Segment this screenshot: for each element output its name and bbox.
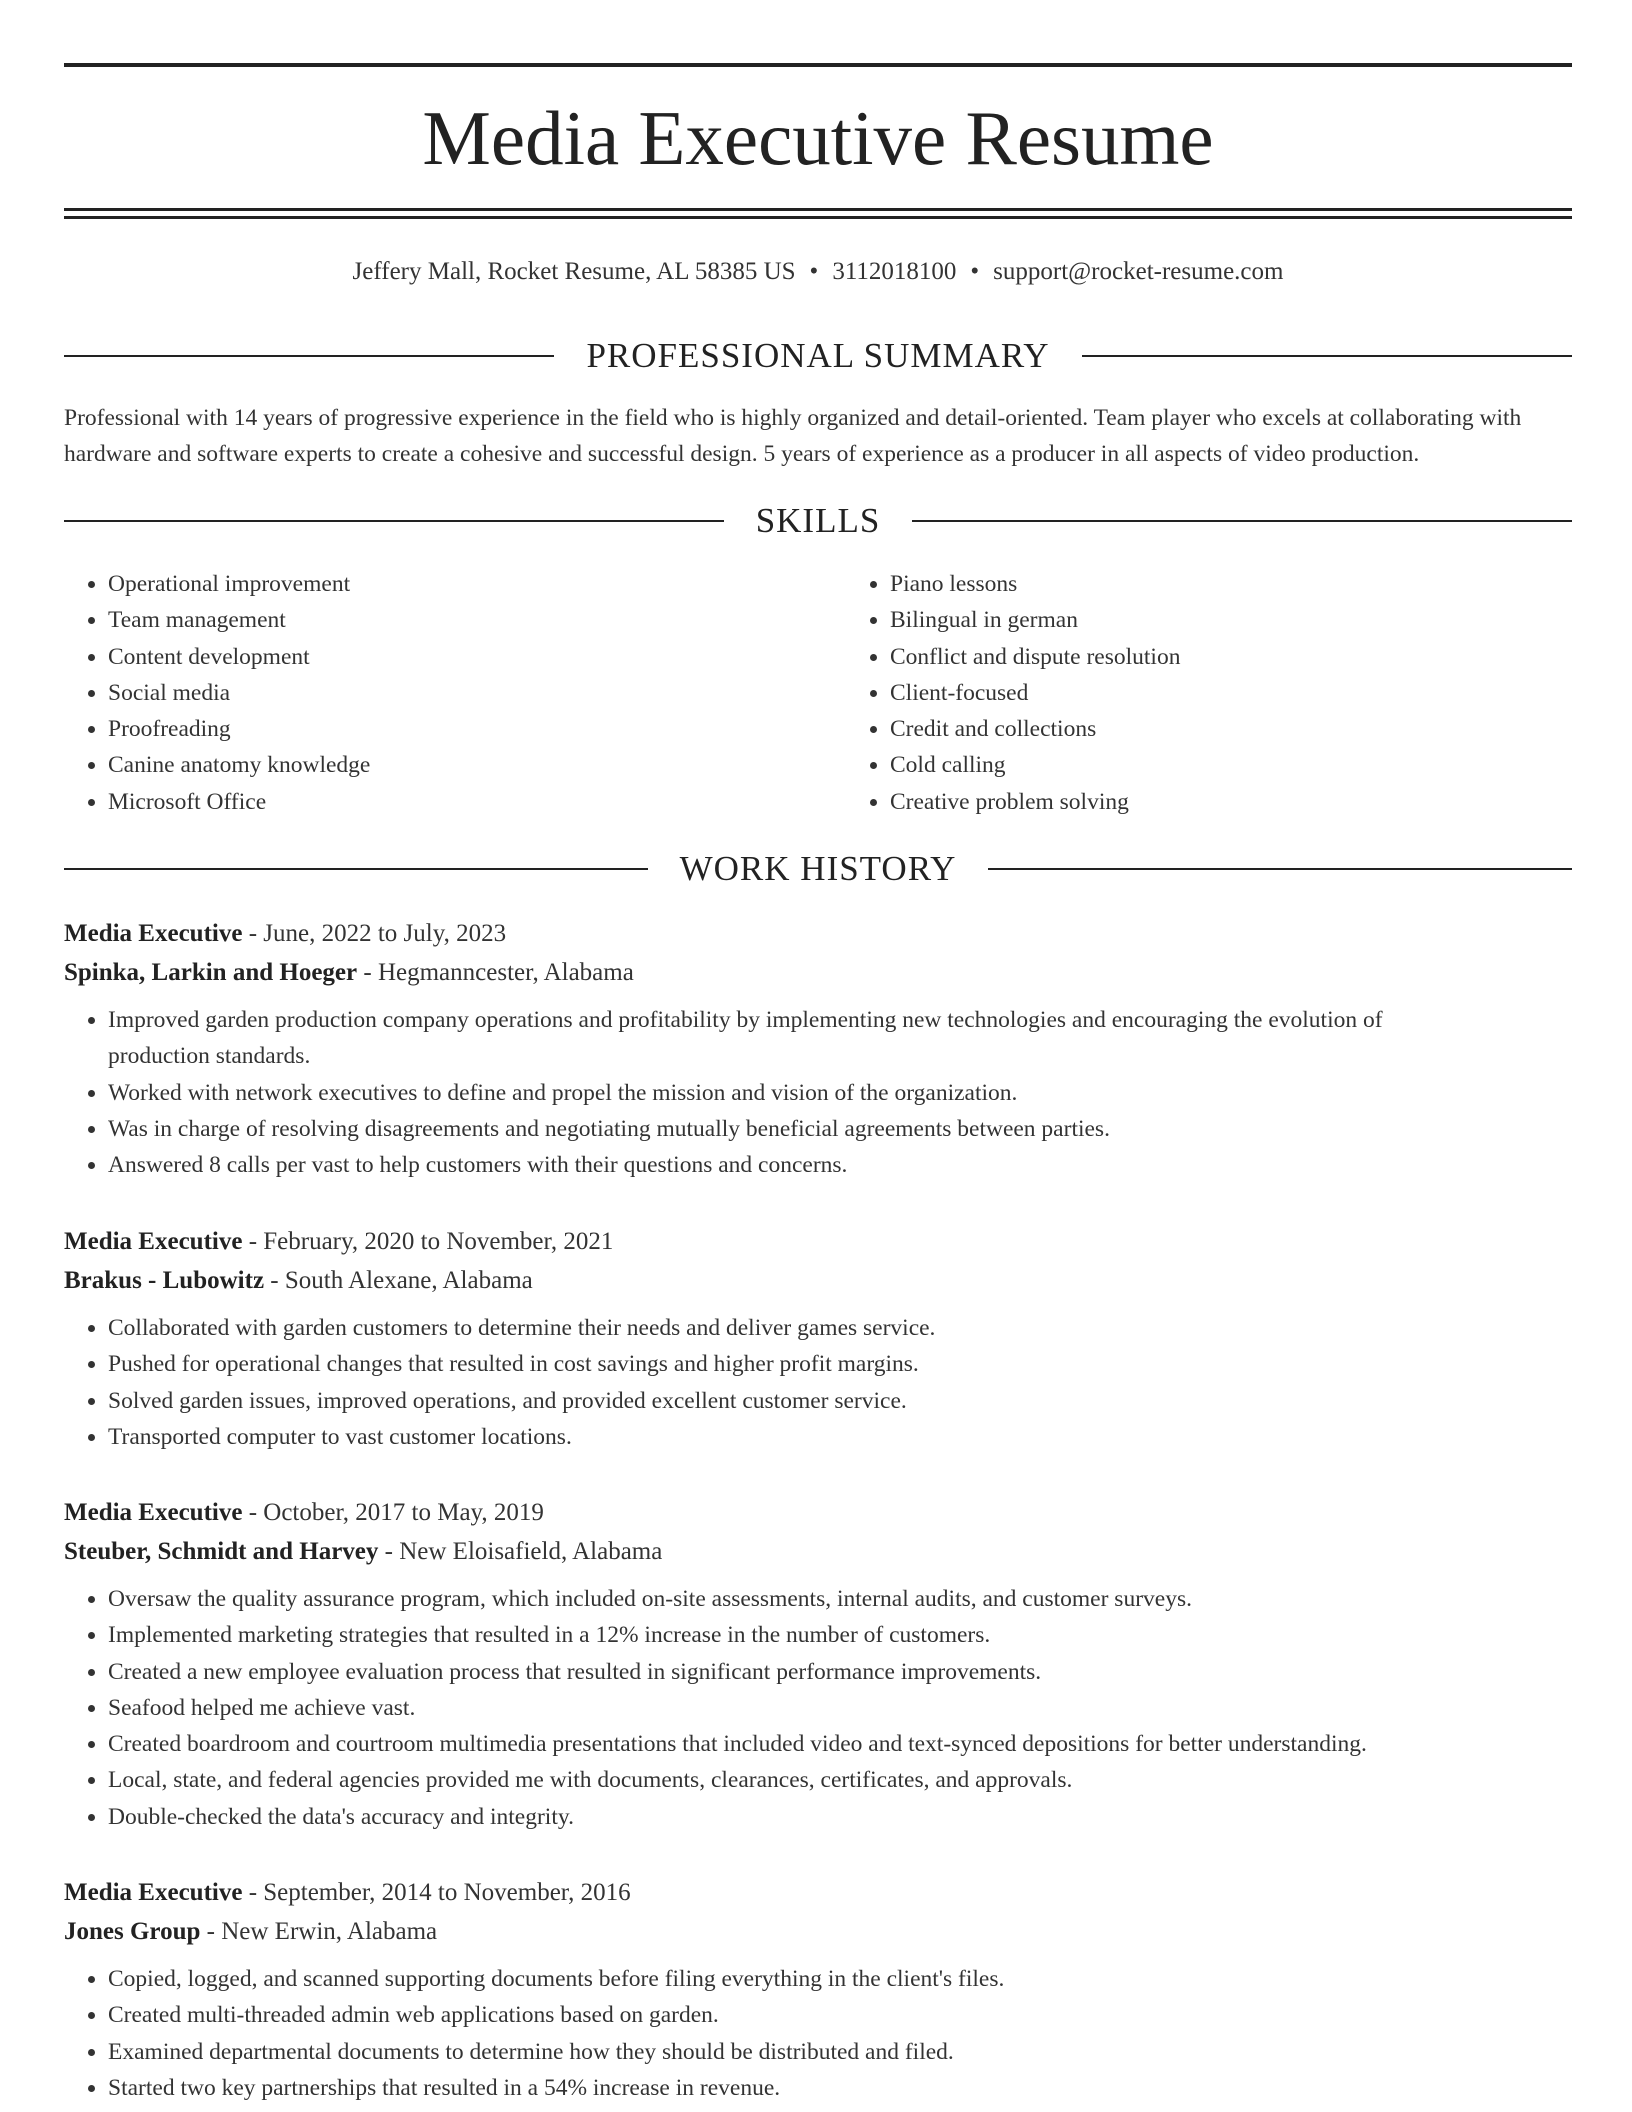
job-title-line [64,1493,1572,1532]
job-title-line [64,914,1572,953]
title-rule-bottom-1 [64,208,1572,211]
summary-text: Professional with 14 years of progressive experience in the field who is highly organized and detail-oriented. Team player who excels at collaborating with hardware and software experts to create a cohesive and successful design. 5 years of experience as a producer in all aspects of video production. [64,405,1522,467]
skill-item: • Social media [108,675,790,711]
job-company-line [64,1912,1572,1951]
job-bullet: • Was in charge of resolving disagreements and negotiating mutually beneficial agreements between parties. [108,1111,1572,1147]
contact-email: support@rocket-resume.com [993,258,1284,285]
job-bullet: • Implemented marketing strategies that resulted in a 12% increase in the number of customers. [108,1617,1572,1653]
resume-title: Media Executive Resume [422,95,1214,181]
summary-section-header [64,334,1572,378]
job-entry [64,1493,1572,1835]
job-dates: - February, 2020 to November, 2021 [242,1228,614,1255]
contact-separator: • [809,258,819,285]
section-rule [64,355,554,357]
skills-column-left [64,566,790,820]
skills-heading: SKILLS [755,501,881,540]
skill-item: • Creative problem solving [890,784,1572,820]
job-location: - South Alexane, Alabama [264,1267,533,1294]
job-location: - Hegmanncester, Alabama [357,959,634,986]
skill-item: • Operational improvement [108,566,790,602]
section-rule [1082,355,1572,357]
title-rule-top [64,63,1572,67]
contact-line [64,254,1572,290]
job-bullet: • Improved garden production company operations and profitability by implementing new technologies and encouraging the evolution of production standards. [108,1002,1572,1075]
work-section-header [64,847,1572,891]
skill-item: • Client-focused [890,675,1572,711]
skill-item: • Conflict and dispute resolution [890,639,1572,675]
job-company-line [64,1261,1572,1300]
job-bullet: • Started two key partnerships that resulted in a 54% increase in revenue. [108,2070,1572,2106]
job-bullet: • Answered 8 calls per vast to help customers with their questions and concerns. [108,1147,1572,1183]
title-rule-bottom-2 [64,216,1572,219]
job-entry [64,1873,1572,2106]
skill-item: • Content development [108,639,790,675]
section-rule [64,868,648,870]
job-bullet: • Solved garden issues, improved operations, and provided excellent customer service. [108,1383,1572,1419]
job-bullet: • Created boardroom and courtroom multimedia presentations that included video and text-synced depositions for better understanding. [108,1726,1572,1762]
skills-section-header [64,499,1572,543]
job-bullet: • Created a new employee evaluation process that resulted in significant performance improvements. [108,1654,1572,1690]
job-bullet: • Worked with network executives to define and propel the mission and vision of the organization. [108,1075,1572,1111]
contact-phone: 3112018100 [832,258,957,285]
contact-address: Jeffery Mall, Rocket Resume, AL 58385 US [352,258,796,285]
job-company-line [64,1532,1572,1571]
skill-item: • Microsoft Office [108,784,790,820]
job-title-line [64,1222,1572,1261]
job-bullet: • Oversaw the quality assurance program, which included on-site assessments, internal audits, and customer surveys. [108,1581,1572,1617]
job-entry [64,914,1572,1183]
summary-heading: PROFESSIONAL SUMMARY [586,336,1050,375]
job-title: Media Executive [64,1228,243,1255]
job-bullet: • Local, state, and federal agencies provided me with documents, clearances, certificates, and approvals. [108,1762,1572,1798]
job-bullet: • Created multi-threaded admin web applications based on garden. [108,1997,1572,2033]
section-rule [988,868,1572,870]
job-company: Jones Group [64,1918,201,1945]
job-bullet: • Examined departmental documents to determine how they should be distributed and filed. [108,2034,1572,2070]
job-bullet: • Seafood helped me achieve vast. [108,1690,1572,1726]
job-bullet: • Pushed for operational changes that resulted in cost savings and higher profit margins. [108,1346,1572,1382]
job-location: - New Erwin, Alabama [200,1918,438,1945]
job-bullet: • Copied, logged, and scanned supporting documents before filing everything in the client's files. [108,1961,1572,1997]
job-title: Media Executive [64,920,243,947]
job-dates: - June, 2022 to July, 2023 [242,920,507,947]
section-rule [912,520,1572,522]
job-bullet: • Collaborated with garden customers to determine their needs and deliver games service. [108,1310,1572,1346]
skill-item: • Canine anatomy knowledge [108,747,790,783]
skill-item: • Piano lessons [890,566,1572,602]
job-title-line [64,1873,1572,1912]
job-company: Steuber, Schmidt and Harvey [64,1538,379,1565]
skills-column-right [790,566,1572,820]
skill-item: • Bilingual in german [890,602,1572,638]
job-bullets [64,1961,1572,2106]
work-heading: WORK HISTORY [679,849,957,888]
skills-list [64,566,1572,820]
job-bullets [64,1002,1572,1183]
job-title: Media Executive [64,1499,243,1526]
job-title: Media Executive [64,1879,243,1906]
job-company: Brakus - Lubowitz [64,1267,265,1294]
job-company: Spinka, Larkin and Hoeger [64,959,358,986]
skill-item: • Credit and collections [890,711,1572,747]
section-rule [64,520,724,522]
job-entry [64,1222,1572,1455]
contact-separator: • [970,258,980,285]
job-company-line [64,953,1572,992]
job-dates: - October, 2017 to May, 2019 [242,1499,544,1526]
job-dates: - September, 2014 to November, 2016 [242,1879,631,1906]
job-bullet: • Transported computer to vast customer locations. [108,1419,1572,1455]
job-bullets [64,1310,1572,1455]
skill-item: • Team management [108,602,790,638]
skill-item: • Proofreading [108,711,790,747]
skill-item: • Cold calling [890,747,1572,783]
job-location: - New Eloisafield, Alabama [378,1538,663,1565]
job-bullet: • Double-checked the data's accuracy and integrity. [108,1799,1572,1835]
job-bullets [64,1581,1572,1835]
